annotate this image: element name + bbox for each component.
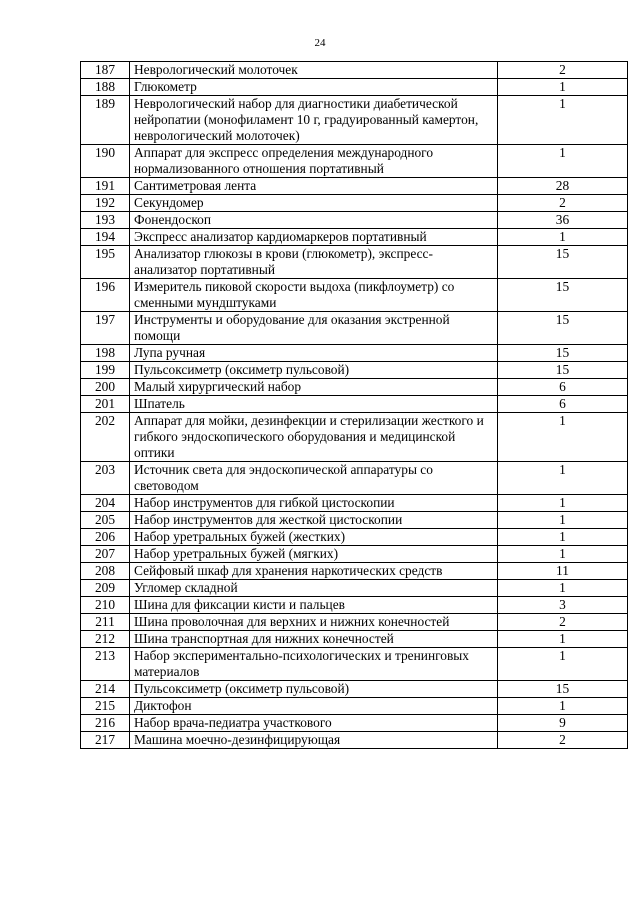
item-name: Набор экспериментально-психологических и тренинговых материалов (130, 648, 498, 681)
table-row (81, 362, 628, 379)
item-quantity: 2 (498, 732, 628, 749)
table-row (81, 145, 628, 178)
item-name: Пульсоксиметр (оксиметр пульсовой) (130, 362, 498, 379)
table-row (81, 681, 628, 698)
item-quantity: 1 (498, 698, 628, 715)
row-number: 213 (81, 648, 130, 681)
item-name: Шина для фиксации кисти и пальцев (130, 597, 498, 614)
item-name: Лупа ручная (130, 345, 498, 362)
row-number: 192 (81, 195, 130, 212)
item-quantity: 1 (498, 495, 628, 512)
item-quantity: 2 (498, 614, 628, 631)
table-row (81, 597, 628, 614)
item-quantity: 1 (498, 512, 628, 529)
table-row (81, 512, 628, 529)
row-number: 212 (81, 631, 130, 648)
row-number: 203 (81, 462, 130, 495)
item-quantity: 1 (498, 648, 628, 681)
item-name: Сантиметровая лента (130, 178, 498, 195)
table-row (81, 580, 628, 597)
item-name: Глюкометр (130, 79, 498, 96)
table-row (81, 614, 628, 631)
item-name: Аппарат для экспресс определения международного нормализованного отношения портативный (130, 145, 498, 178)
table-row (81, 195, 628, 212)
table-row (81, 698, 628, 715)
row-number: 196 (81, 279, 130, 312)
table-row (81, 648, 628, 681)
item-name: Измеритель пиковой скорости выдоха (пикфлоуметр) со сменными мундштуками (130, 279, 498, 312)
item-quantity: 15 (498, 681, 628, 698)
equipment-table (80, 61, 628, 749)
table-row (81, 312, 628, 345)
row-number: 199 (81, 362, 130, 379)
item-quantity: 9 (498, 715, 628, 732)
table-row (81, 631, 628, 648)
item-name: Аппарат для мойки, дезинфекции и стерилизации жесткого и гибкого эндоскопического оборудования и медицинской оптики (130, 413, 498, 462)
item-name: Шпатель (130, 396, 498, 413)
row-number: 195 (81, 246, 130, 279)
equipment-table-body (81, 62, 628, 749)
row-number: 198 (81, 345, 130, 362)
item-name: Набор инструментов для жесткой цистоскопии (130, 512, 498, 529)
item-quantity: 1 (498, 229, 628, 246)
item-name: Угломер складной (130, 580, 498, 597)
item-quantity: 15 (498, 312, 628, 345)
row-number: 205 (81, 512, 130, 529)
table-row (81, 96, 628, 145)
page-number: 24 (314, 37, 326, 49)
item-name: Анализатор глюкозы в крови (глюкометр), экспресс-анализатор портативный (130, 246, 498, 279)
table-row (81, 62, 628, 79)
item-quantity: 15 (498, 345, 628, 362)
item-quantity: 6 (498, 396, 628, 413)
row-number: 197 (81, 312, 130, 345)
item-quantity: 36 (498, 212, 628, 229)
row-number: 214 (81, 681, 130, 698)
item-quantity: 1 (498, 96, 628, 145)
table-row (81, 396, 628, 413)
row-number: 207 (81, 546, 130, 563)
item-quantity: 1 (498, 79, 628, 96)
item-name: Неврологический набор для диагностики диабетической нейропатии (монофиламент 10 г, градуированный камертон, неврологический молоточек) (130, 96, 498, 145)
row-number: 191 (81, 178, 130, 195)
table-row (81, 178, 628, 195)
item-quantity: 15 (498, 246, 628, 279)
item-name: Набор уретральных бужей (мягких) (130, 546, 498, 563)
table-row (81, 345, 628, 362)
table-row (81, 732, 628, 749)
row-number: 187 (81, 62, 130, 79)
row-number: 190 (81, 145, 130, 178)
item-quantity: 2 (498, 195, 628, 212)
item-quantity: 28 (498, 178, 628, 195)
item-name: Секундомер (130, 195, 498, 212)
item-quantity: 1 (498, 462, 628, 495)
item-quantity: 1 (498, 546, 628, 563)
item-name: Сейфовый шкаф для хранения наркотических средств (130, 563, 498, 580)
row-number: 188 (81, 79, 130, 96)
row-number: 217 (81, 732, 130, 749)
row-number: 215 (81, 698, 130, 715)
item-quantity: 15 (498, 362, 628, 379)
item-quantity: 2 (498, 62, 628, 79)
item-name: Шина транспортная для нижних конечностей (130, 631, 498, 648)
table-row (81, 529, 628, 546)
item-quantity: 1 (498, 413, 628, 462)
row-number: 206 (81, 529, 130, 546)
table-row (81, 413, 628, 462)
row-number: 189 (81, 96, 130, 145)
table-row (81, 279, 628, 312)
table-row (81, 229, 628, 246)
row-number: 211 (81, 614, 130, 631)
row-number: 200 (81, 379, 130, 396)
item-quantity: 1 (498, 529, 628, 546)
row-number: 208 (81, 563, 130, 580)
row-number: 216 (81, 715, 130, 732)
item-quantity: 1 (498, 631, 628, 648)
item-quantity: 11 (498, 563, 628, 580)
row-number: 210 (81, 597, 130, 614)
row-number: 194 (81, 229, 130, 246)
item-name: Неврологический молоточек (130, 62, 498, 79)
row-number: 209 (81, 580, 130, 597)
table-row (81, 495, 628, 512)
row-number: 193 (81, 212, 130, 229)
row-number: 202 (81, 413, 130, 462)
item-name: Набор уретральных бужей (жестких) (130, 529, 498, 546)
item-name: Экспресс анализатор кардиомаркеров портативный (130, 229, 498, 246)
table-row (81, 79, 628, 96)
item-name: Диктофон (130, 698, 498, 715)
table-row (81, 212, 628, 229)
item-name: Инструменты и оборудование для оказания экстренной помощи (130, 312, 498, 345)
row-number: 204 (81, 495, 130, 512)
table-row (81, 379, 628, 396)
item-name: Набор врача-педиатра участкового (130, 715, 498, 732)
item-name: Малый хирургический набор (130, 379, 498, 396)
table-row (81, 715, 628, 732)
item-quantity: 1 (498, 145, 628, 178)
item-name: Машина моечно-дезинфицирующая (130, 732, 498, 749)
item-name: Набор инструментов для гибкой цистоскопии (130, 495, 498, 512)
table-row (81, 563, 628, 580)
item-name: Шина проволочная для верхних и нижних конечностей (130, 614, 498, 631)
item-quantity: 15 (498, 279, 628, 312)
item-quantity: 3 (498, 597, 628, 614)
item-name: Пульсоксиметр (оксиметр пульсовой) (130, 681, 498, 698)
item-name: Фонендоскоп (130, 212, 498, 229)
table-row (81, 546, 628, 563)
table-row (81, 462, 628, 495)
item-quantity: 1 (498, 580, 628, 597)
item-quantity: 6 (498, 379, 628, 396)
item-name: Источник света для эндоскопической аппаратуры со световодом (130, 462, 498, 495)
row-number: 201 (81, 396, 130, 413)
table-row (81, 246, 628, 279)
